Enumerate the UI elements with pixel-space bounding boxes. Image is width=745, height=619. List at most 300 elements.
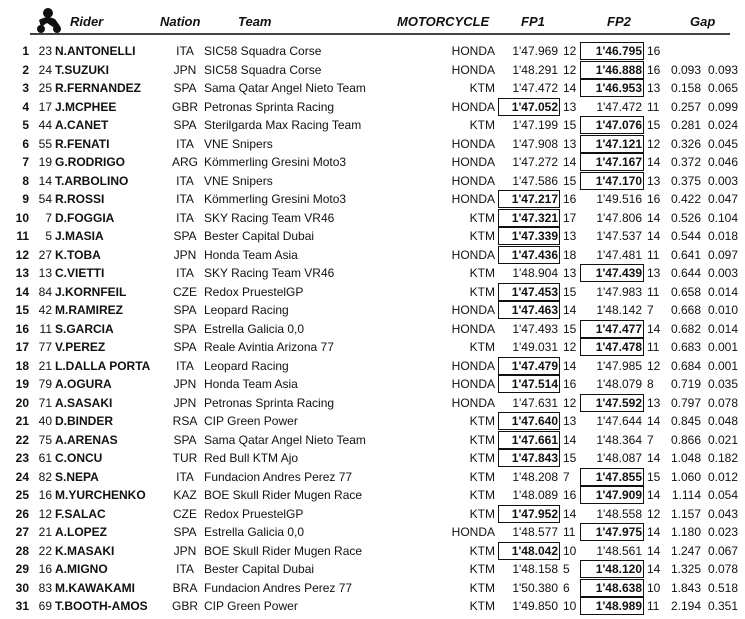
fp1-laps: 14: [563, 506, 577, 521]
rank-number: 9: [22, 192, 29, 206]
rider-name: S.GARCIA: [55, 321, 114, 336]
fp1-laps: 7: [563, 469, 570, 484]
gap-to-previous: 0.024: [707, 118, 738, 132]
nation-code: ARG: [172, 155, 199, 169]
nation-code: CZE: [173, 284, 197, 299]
motorcycle-make: HONDA: [451, 247, 495, 262]
rider-name: K.TOBA: [55, 247, 101, 262]
fp1-laps: 16: [563, 488, 577, 502]
rank-number: 28: [15, 543, 29, 558]
nation-code: ITA: [176, 44, 194, 58]
team-name: Estrella Galicia 0,0: [204, 525, 305, 539]
table-row: [0, 98, 745, 116]
team-name: Sama Qatar Angel Nieto Team: [204, 81, 366, 95]
gap-to-previous: 0.001: [707, 340, 738, 354]
fp1-laps: 14: [563, 81, 577, 95]
table-row: [0, 449, 745, 467]
rider-number: 54: [38, 192, 52, 206]
rank-number: 13: [15, 266, 29, 280]
gap-to-first: 0.093: [670, 62, 701, 77]
rider-number: 40: [38, 414, 52, 428]
fp1-laps: 5: [563, 562, 570, 576]
fp1-time: 1'47.661: [500, 433, 558, 447]
motorcycle-make: HONDA: [451, 525, 495, 539]
fp2-time: 1'47.983: [596, 284, 642, 299]
rider-number: 55: [38, 136, 52, 151]
fp1-laps: 10: [563, 543, 577, 558]
fp1-time: 1'47.514: [500, 377, 558, 391]
fp2-time: 1'47.985: [596, 358, 642, 373]
rider-name: A.OGURA: [55, 377, 112, 391]
gap-to-previous: 0.035: [707, 377, 738, 391]
fp1-time: 1'47.339: [500, 229, 558, 243]
team-name: SIC58 Squadra Corse: [204, 62, 322, 77]
rank-number: 18: [15, 358, 29, 373]
header-rider: Rider: [70, 14, 104, 29]
fp2-time: 1'48.989: [582, 599, 642, 613]
fp1-laps: 6: [563, 580, 570, 595]
fp1-time: 1'47.472: [512, 81, 558, 95]
motorcycle-rider-icon: [33, 6, 65, 34]
rider-number: 12: [38, 506, 52, 521]
motorcycle-make: KTM: [469, 506, 495, 521]
fp2-laps: 11: [647, 247, 660, 262]
fp1-laps: 13: [563, 136, 577, 151]
fp1-time: 1'47.952: [500, 507, 558, 521]
fp2-time: 1'47.909: [582, 488, 642, 502]
gap-to-previous: 0.067: [707, 543, 738, 558]
rider-number: 5: [45, 229, 52, 243]
fp2-time: 1'46.888: [582, 63, 642, 77]
gap-to-first: 1.843: [670, 580, 701, 595]
rider-name: D.FOGGIA: [55, 210, 115, 225]
fp2-time: 1'47.121: [582, 137, 642, 151]
fp2-time: 1'48.120: [582, 562, 642, 576]
motorcycle-make: KTM: [469, 118, 495, 132]
rider-name: S.NEPA: [55, 469, 99, 484]
team-name: Kömmerling Gresini Moto3: [204, 192, 347, 206]
rank-number: 3: [22, 81, 29, 95]
rider-name: F.SALAC: [55, 506, 106, 521]
motorcycle-make: KTM: [469, 266, 495, 280]
fp2-laps: 16: [647, 44, 661, 58]
nation-code: GBR: [172, 99, 199, 114]
rank-number: 14: [15, 284, 29, 299]
gap-to-previous: 0.097: [707, 247, 738, 262]
fp2-laps: 11: [647, 284, 660, 299]
gap-to-previous: 0.043: [707, 506, 738, 521]
fp1-time: 1'49.031: [512, 340, 558, 354]
fp1-laps: 14: [563, 155, 577, 169]
rank-number: 7: [22, 155, 29, 169]
rank-number: 30: [15, 580, 29, 595]
rider-number: 19: [38, 155, 52, 169]
fp2-laps: 7: [647, 432, 654, 447]
motorcycle-make: KTM: [469, 488, 495, 502]
gap-to-previous: 0.046: [707, 155, 738, 169]
rank-number: 8: [22, 173, 29, 188]
rank-number: 27: [15, 525, 29, 539]
fp2-laps: 14: [647, 229, 661, 243]
table-row: [0, 505, 745, 523]
nation-code: KAZ: [173, 488, 197, 502]
header-nation: Nation: [160, 14, 201, 29]
team-name: SKY Racing Team VR46: [204, 266, 335, 280]
fp1-time: 1'48.158: [512, 562, 558, 576]
motorcycle-make: KTM: [469, 340, 495, 354]
gap-to-previous: 0.018: [707, 229, 738, 243]
rider-name: A.SASAKI: [55, 395, 113, 410]
motorcycle-make: HONDA: [451, 377, 495, 391]
table-row: [0, 412, 745, 430]
fp2-time: 1'46.795: [582, 44, 642, 58]
gap-to-first: 0.422: [670, 192, 701, 206]
rank-number: 17: [15, 340, 29, 354]
header-fp2: FP2: [607, 14, 631, 29]
fp1-laps: 16: [563, 377, 577, 391]
gap-to-previous: 0.001: [707, 358, 738, 373]
rider-number: 13: [38, 266, 52, 280]
motorcycle-make: HONDA: [451, 155, 495, 169]
rank-number: 23: [15, 451, 29, 465]
team-name: SIC58 Squadra Corse: [204, 44, 322, 58]
table-row: [0, 579, 745, 597]
table-row: [0, 597, 745, 615]
rider-name: C.VIETTI: [55, 266, 105, 280]
rank-number: 29: [15, 562, 29, 576]
motorcycle-make: KTM: [469, 469, 495, 484]
gap-to-previous: 0.104: [707, 210, 738, 225]
gap-to-first: 0.658: [670, 284, 701, 299]
rider-name: J.KORNFEIL: [55, 284, 127, 299]
fp1-laps: 12: [563, 44, 577, 58]
team-name: Fundacion Andres Perez 77: [204, 580, 353, 595]
fp1-time: 1'49.850: [512, 599, 558, 613]
table-row: [0, 246, 745, 264]
rank-number: 19: [15, 377, 29, 391]
team-name: SKY Racing Team VR46: [204, 210, 335, 225]
motorcycle-make: HONDA: [451, 321, 495, 336]
fp2-laps: 13: [647, 395, 661, 410]
fp2-time: 1'47.592: [582, 396, 642, 410]
fp2-time: 1'47.472: [596, 99, 642, 114]
gap-to-first: 0.644: [670, 266, 701, 280]
rider-number: 25: [38, 81, 52, 95]
nation-code: BRA: [172, 580, 198, 595]
rank-number: 10: [15, 210, 29, 225]
team-name: Leopard Racing: [204, 358, 289, 373]
fp2-laps: 15: [647, 118, 661, 132]
header-fp1: FP1: [521, 14, 545, 29]
nation-code: SPA: [173, 525, 197, 539]
fp1-time: 1'47.969: [512, 44, 558, 58]
team-name: Honda Team Asia: [204, 247, 298, 262]
gap-to-first: 1.325: [670, 562, 701, 576]
fp2-laps: 13: [647, 173, 661, 188]
table-row: [0, 338, 745, 356]
gap-to-previous: 0.014: [707, 284, 738, 299]
fp1-laps: 15: [563, 321, 577, 336]
gap-to-previous: 0.048: [707, 414, 738, 428]
fp1-time: 1'47.453: [500, 285, 558, 299]
gap-to-first: 0.719: [670, 377, 701, 391]
fp2-time: 1'48.364: [596, 432, 642, 447]
fp2-laps: 16: [647, 62, 661, 77]
rider-name: T.ARBOLINO: [55, 173, 129, 188]
gap-to-previous: 0.078: [707, 395, 738, 410]
table-row: [0, 283, 745, 301]
rider-number: 77: [38, 340, 52, 354]
team-name: Fundacion Andres Perez 77: [204, 469, 353, 484]
gap-to-previous: 0.351: [707, 599, 738, 613]
table-row: [0, 153, 745, 171]
gap-to-first: 0.797: [670, 395, 701, 410]
table-row: [0, 190, 745, 208]
table-row: [0, 523, 745, 541]
motorcycle-make: HONDA: [451, 99, 495, 114]
gap-to-previous: 0.045: [707, 136, 738, 151]
header-motorcycle: MOTORCYCLE: [397, 14, 490, 29]
team-name: Sterilgarda Max Racing Team: [204, 118, 362, 132]
fp1-time: 1'47.479: [500, 359, 558, 373]
fp1-laps: 16: [563, 192, 577, 206]
rider-number: 71: [38, 395, 52, 410]
fp1-time: 1'50.380: [512, 580, 558, 595]
fp1-time: 1'47.199: [512, 118, 558, 132]
gap-to-first: 0.257: [670, 99, 701, 114]
gap-to-first: 1.060: [670, 469, 701, 484]
team-name: Petronas Sprinta Racing: [204, 395, 335, 410]
table-row: [0, 61, 745, 79]
fp2-laps: 7: [647, 303, 654, 317]
fp1-laps: 11: [563, 525, 576, 539]
header-gap: Gap: [690, 14, 716, 29]
rider-name: A.CANET: [55, 118, 109, 132]
motorcycle-make: KTM: [469, 210, 495, 225]
nation-code: SPA: [173, 81, 197, 95]
nation-code: TUR: [172, 451, 198, 465]
fp2-time: 1'48.079: [596, 377, 642, 391]
gap-to-previous: 0.003: [707, 266, 738, 280]
table-row: [0, 301, 745, 319]
nation-code: ITA: [176, 469, 194, 484]
fp1-time: 1'48.089: [512, 488, 558, 502]
motorcycle-make: KTM: [469, 580, 495, 595]
table-header: [0, 0, 745, 34]
fp1-time: 1'48.577: [512, 525, 558, 539]
rider-name: T.BOOTH-AMOS: [55, 599, 148, 613]
rider-number: 79: [38, 377, 52, 391]
nation-code: SPA: [173, 340, 197, 354]
gap-to-previous: 0.010: [707, 303, 738, 317]
fp2-laps: 11: [647, 340, 660, 354]
fp1-time: 1'47.052: [500, 100, 558, 114]
rider-number: 44: [38, 118, 52, 132]
team-name: CIP Green Power: [204, 599, 298, 613]
motorcycle-make: HONDA: [451, 62, 495, 77]
gap-to-first: 2.194: [670, 599, 701, 613]
fp1-laps: 12: [563, 395, 577, 410]
gap-to-previous: 0.012: [707, 469, 738, 484]
fp1-laps: 12: [563, 62, 577, 77]
fp2-laps: 12: [647, 358, 661, 373]
fp2-laps: 14: [647, 525, 661, 539]
rider-name: R.FERNANDEZ: [55, 81, 141, 95]
gap-to-previous: 0.054: [707, 488, 738, 502]
table-row: [0, 486, 745, 504]
fp1-time: 1'47.272: [512, 155, 558, 169]
nation-code: SPA: [173, 118, 197, 132]
rider-number: 16: [38, 562, 52, 576]
team-name: Reale Avintia Arizona 77: [204, 340, 334, 354]
fp1-laps: 14: [563, 358, 577, 373]
table-row: [0, 431, 745, 449]
nation-code: CZE: [173, 506, 197, 521]
fp2-laps: 14: [647, 414, 661, 428]
nation-code: RSA: [172, 414, 198, 428]
fp2-time: 1'47.855: [582, 470, 642, 484]
fp2-laps: 14: [647, 321, 661, 336]
rank-number: 22: [15, 432, 29, 447]
nation-code: JPN: [173, 247, 197, 262]
fp2-laps: 14: [647, 210, 661, 225]
header-team: Team: [238, 14, 272, 29]
gap-to-previous: 0.065: [707, 81, 738, 95]
rank-number: 25: [15, 488, 29, 502]
rider-number: 22: [38, 543, 52, 558]
table-row: [0, 42, 745, 60]
gap-to-previous: 0.518: [707, 580, 738, 595]
team-name: Redox PruestelGP: [204, 284, 304, 299]
rider-name: R.FENATI: [55, 136, 110, 151]
nation-code: ITA: [176, 562, 194, 576]
rider-name: D.BINDER: [55, 414, 114, 428]
rider-number: 21: [38, 525, 52, 539]
fp1-laps: 12: [563, 340, 577, 354]
rider-number: 42: [38, 303, 52, 317]
motorcycle-make: HONDA: [451, 192, 495, 206]
team-name: Bester Capital Dubai: [204, 229, 315, 243]
team-name: Bester Capital Dubai: [204, 562, 315, 576]
rider-number: 69: [38, 599, 52, 613]
fp1-time: 1'47.321: [500, 211, 558, 225]
gap-to-first: 0.668: [670, 303, 701, 317]
fp2-laps: 12: [647, 136, 661, 151]
gap-to-previous: 0.093: [707, 62, 738, 77]
nation-code: GBR: [172, 599, 199, 613]
nation-code: SPA: [173, 303, 197, 317]
gap-to-previous: 0.099: [707, 99, 738, 114]
fp2-laps: 11: [647, 599, 660, 613]
rider-name: C.ONCU: [55, 451, 103, 465]
team-name: Estrella Galicia 0,0: [204, 321, 305, 336]
motorcycle-make: HONDA: [451, 173, 495, 188]
fp1-laps: 13: [563, 229, 577, 243]
fp1-time: 1'47.436: [500, 248, 558, 262]
fp1-time: 1'48.208: [512, 469, 558, 484]
rank-number: 26: [15, 506, 29, 521]
fp2-time: 1'47.806: [596, 210, 642, 225]
rank-number: 12: [15, 247, 29, 262]
rank-number: 6: [22, 136, 29, 151]
table-row: [0, 375, 745, 393]
gap-to-first: 0.158: [670, 81, 701, 95]
team-name: Kömmerling Gresini Moto3: [204, 155, 347, 169]
gap-to-previous: 0.023: [707, 525, 738, 539]
fp2-time: 1'48.087: [596, 451, 642, 465]
motorcycle-make: HONDA: [451, 395, 495, 410]
rank-number: 21: [15, 414, 29, 428]
fp1-time: 1'47.640: [500, 414, 558, 428]
gap-to-previous: 0.182: [707, 451, 738, 465]
nation-code: JPN: [173, 543, 197, 558]
fp1-time: 1'48.042: [500, 544, 558, 558]
gap-to-previous: 0.047: [707, 192, 738, 206]
fp2-laps: 16: [647, 192, 661, 206]
rider-number: 7: [45, 210, 52, 225]
table-row: [0, 264, 745, 282]
gap-to-previous: 0.078: [707, 562, 738, 576]
rider-number: 75: [38, 432, 52, 447]
nation-code: SPA: [173, 229, 197, 243]
rank-number: 16: [15, 321, 29, 336]
table-row: [0, 135, 745, 153]
motorcycle-make: KTM: [469, 414, 495, 428]
motorcycle-make: KTM: [469, 599, 495, 613]
gap-to-first: 0.281: [670, 118, 701, 132]
rank-number: 4: [22, 99, 29, 114]
fp1-laps: 10: [563, 599, 577, 613]
motorcycle-make: KTM: [469, 562, 495, 576]
fp2-laps: 12: [647, 506, 661, 521]
team-name: Sama Qatar Angel Nieto Team: [204, 432, 366, 447]
rider-number: 11: [39, 321, 52, 336]
rider-name: V.PEREZ: [55, 340, 106, 354]
fp1-laps: 18: [563, 247, 577, 262]
rider-name: M.YURCHENKO: [55, 488, 146, 502]
gap-to-previous: 0.014: [707, 321, 738, 336]
fp2-time: 1'47.167: [582, 155, 642, 169]
rider-name: R.ROSSI: [55, 192, 105, 206]
rank-number: 11: [16, 229, 29, 243]
fp1-laps: 13: [563, 99, 577, 114]
team-name: Petronas Sprinta Racing: [204, 99, 335, 114]
fp2-laps: 14: [647, 543, 661, 558]
fp2-laps: 15: [647, 469, 661, 484]
nation-code: ITA: [176, 210, 194, 225]
nation-code: JPN: [173, 395, 197, 410]
fp2-time: 1'48.558: [596, 506, 642, 521]
fp1-time: 1'47.217: [500, 192, 558, 206]
motorcycle-make: HONDA: [451, 303, 495, 317]
nation-code: JPN: [173, 62, 197, 77]
rider-name: N.ANTONELLI: [55, 44, 136, 58]
rider-name: J.MCPHEE: [55, 99, 117, 114]
team-name: BOE Skull Rider Mugen Race: [204, 488, 363, 502]
fp2-time: 1'47.644: [596, 414, 642, 428]
motorcycle-make: KTM: [469, 432, 495, 447]
motorcycle-make: KTM: [469, 229, 495, 243]
nation-code: ITA: [176, 358, 194, 373]
motorcycle-make: KTM: [469, 81, 495, 95]
fp2-laps: 10: [647, 580, 661, 595]
fp2-time: 1'47.439: [582, 266, 642, 280]
table-row: [0, 172, 745, 190]
motorcycle-make: KTM: [469, 543, 495, 558]
fp2-time: 1'47.537: [596, 229, 642, 243]
gap-to-first: 0.682: [670, 321, 701, 336]
fp2-laps: 13: [647, 266, 661, 280]
